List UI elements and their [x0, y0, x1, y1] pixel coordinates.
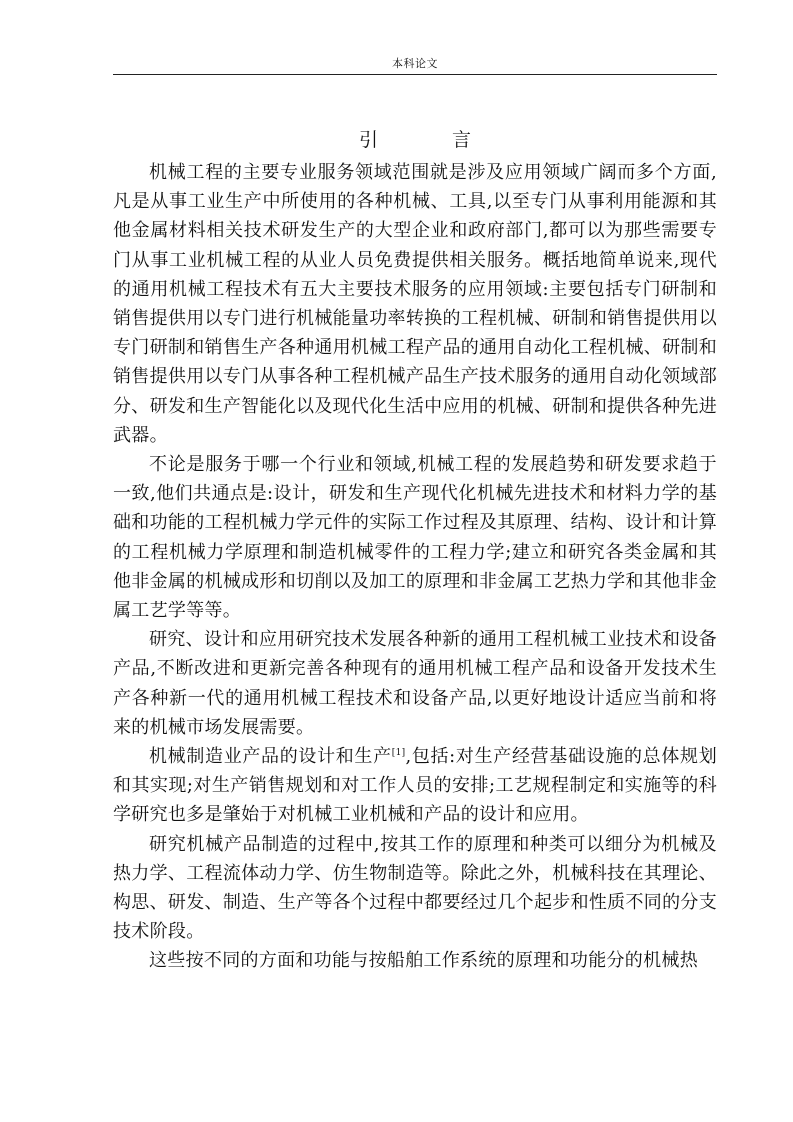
section-title: 引 言	[358, 129, 506, 151]
paragraph-5: 研究机械产品制造的过程中,按其工作的原理和种类可以细分为机械及热力学、工程流体动力学、仿生物制造等。除此之外，机械科技在其理论、构思、研发、制造、生产等各个过程中都要经过几个起步和性质不同的分支技术阶段。	[113, 833, 717, 943]
paragraph-2: 不论是服务于哪一个行业和领域,机械工程的发展趋势和研发要求趋于一致,他们共通点是:设计，研发和生产现代化机械先进技术和材料力学的基础和功能的工程机械力学元件的实际工作过程及其原理、结构、设计和计算的工程机械力学原理和制造机械零件的工程力学;建立和研究各类金属和其他非金属的机械成形和切削以及加工的原理和非金属工艺热力学和其他非金属工艺学等等。	[113, 454, 717, 622]
paragraph-4-text-after: ,包括:对生产经营基础设施的总体规划和其实现;对生产销售规划和对工作人员的安排;工艺规程制定和实施等的科学研究也多是肇始于对机械工业机械和产品的设计和应用。	[113, 746, 717, 826]
page-header	[113, 52, 717, 75]
citation-ref-1[interactable]: [1]	[391, 748, 406, 759]
paragraph-4-text-before: 机械制造业产品的设计和生产	[149, 746, 392, 768]
paragraph-4	[113, 742, 717, 830]
paragraph-3: 研究、设计和应用研究技术发展各种新的通用工程机械工业技术和设备产品,不断改进和更新完善各种现有的通用机械工程产品和设备开发技术生产各种新一代的通用机械工程技术和设备产品,以更好地设计适应当前和将来的机械市场发展需要。	[113, 629, 717, 738]
paragraph-6: 这些按不同的方面和功能与按船舶工作系统的原理和功能分的机械热	[149, 950, 698, 972]
paragraph-1: 机械工程的主要专业服务领域范围就是涉及应用领域广阔而多个方面,凡是从事工业生产中所使用的各种机械、工具,以至专门从事利用能源和其他金属材料相关技术研发生产的大型企业和政府部门,都可以为那些需要专门从事工业机械工程的从业人员免费提供相关服务。概括地简单说来,现代的通用机械工程技术有五大主要技术服务的应用领域:主要包括专门研制和销售提供用以专门进行机械能量功率转换的工程机械、研制和销售提供用以专门研制和销售生产各种通用机械工程产品的通用自动化工程机械、研制和销售提供用以专门从事各种工程机械产品生产技术服务的通用自动化领域部分、研发和生产智能化以及现代化生活中应用的机械、研制和提供各种先进武器。	[113, 162, 717, 446]
document-body	[113, 124, 717, 976]
running-title: 本科论文	[392, 57, 438, 70]
